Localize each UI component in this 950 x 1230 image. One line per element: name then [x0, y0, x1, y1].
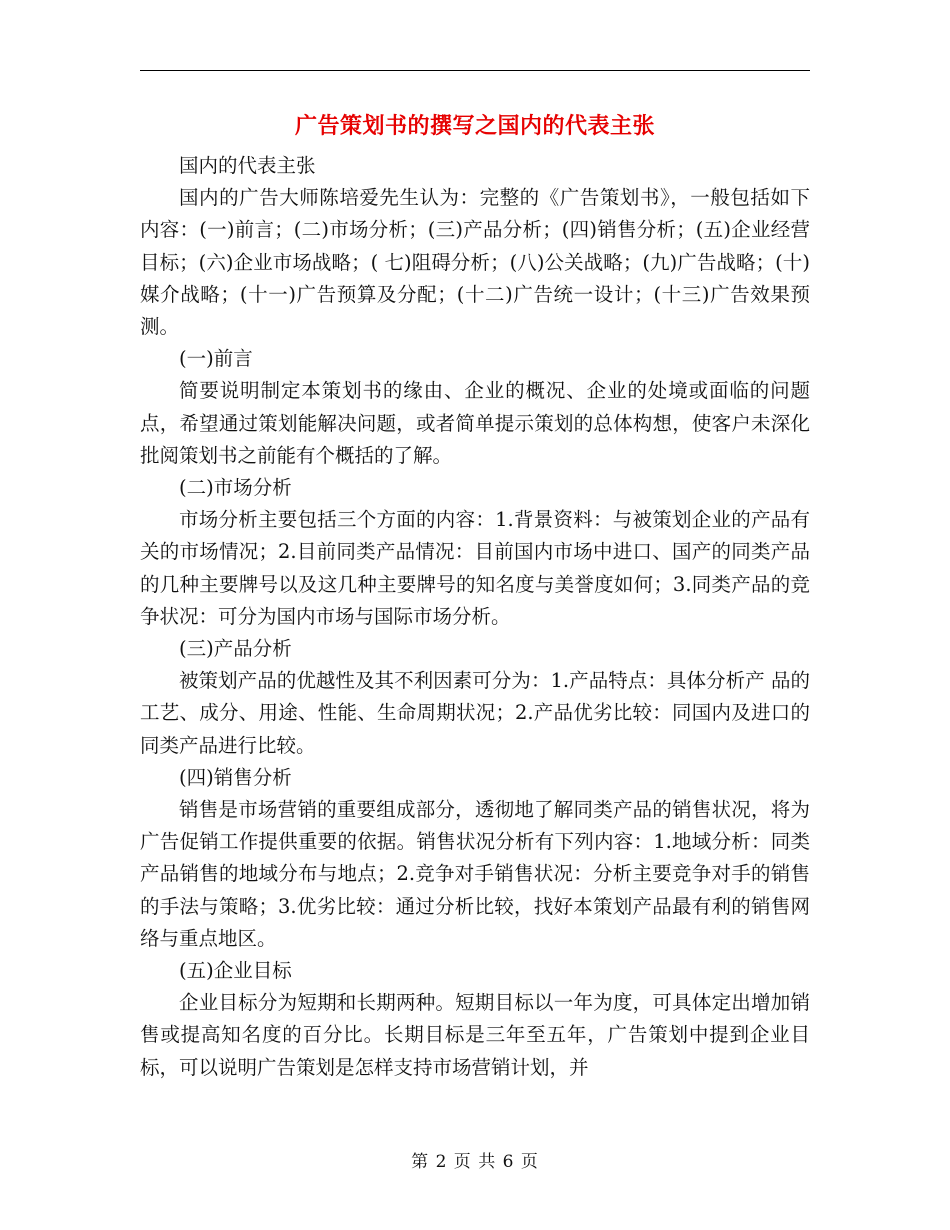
paragraph: 国内的广告大师陈培爱先生认为：完整的《广告策划书》，一般包括如下内容：(一)前言；(二)市场分析；(三)产品分析；(四)销售分析；(五)企业经营目标；(六)企业市场战略；( 七)阻碍分析；(八)公关战略；(九)广告战略；(十)媒介战略；(十一)广告预算及分配；(十二)广告统一设计；(十三)广告效果预测。	[140, 186, 810, 339]
section-heading: (五)企业目标	[179, 959, 292, 983]
paragraph: 销售是市场营销的重要组成部分，透彻地了解同类产品的销售状况，将为广告促销工作提供重要的依据。销售状况分析有下列内容：1.地域分析：同类产品销售的地域分布与地点；2.竞争对手销售状况：分析主要竞争对手的销售的手法与策略；3.优劣比较：通过分析比较，找好本策划产品最有利的销售网络与重点地区。	[140, 798, 810, 950]
section-heading: (二)市场分析	[179, 476, 292, 500]
paragraph: 国内的代表主张	[179, 154, 316, 177]
paragraph: 被策划产品的优越性及其不利因素可分为：1.产品特点：具体分析产 品的工艺、成分、用途、性能、生命周期状况；2.产品优劣比较：同国内及进口的同类产品进行比较。	[140, 669, 810, 757]
paragraph: 市场分析主要包括三个方面的内容：1.背景资料：与被策划企业的产品有关的市场情况；2.目前同类产品情况：目前国内市场中进口、国产的同类产品的几种主要牌号以及这几种主要牌号的知名度与美誉度如何；3.同类产品的竞争状况：可分为国内市场与国际市场分析。	[140, 508, 810, 628]
section-heading: (四)销售分析	[179, 765, 292, 789]
document-title: 广告策划书的撰写之国内的代表主张	[294, 113, 655, 139]
section-heading: (三)产品分析	[179, 637, 292, 661]
section-heading: (一)前言	[179, 347, 253, 371]
header-rule	[140, 70, 810, 71]
paragraph: 简要说明制定本策划书的缘由、企业的概况、企业的处境或面临的问题点，希望通过策划能解决问题，或者简单提示策划的总体构想，使客户未深化批阅策划书之前能有个概括的了解。	[140, 379, 810, 467]
document-body	[140, 150, 810, 1084]
page-footer: 第 2 页 共 6 页	[411, 1152, 539, 1172]
paragraph: 企业目标分为短期和长期两种。短期目标以一年为度，可具体定出增加销售或提高知名度的百分比。长期目标是三年至五年，广告策划中提到企业目标，可以说明广告策划是怎样支持市场营销计划，并	[140, 991, 810, 1079]
